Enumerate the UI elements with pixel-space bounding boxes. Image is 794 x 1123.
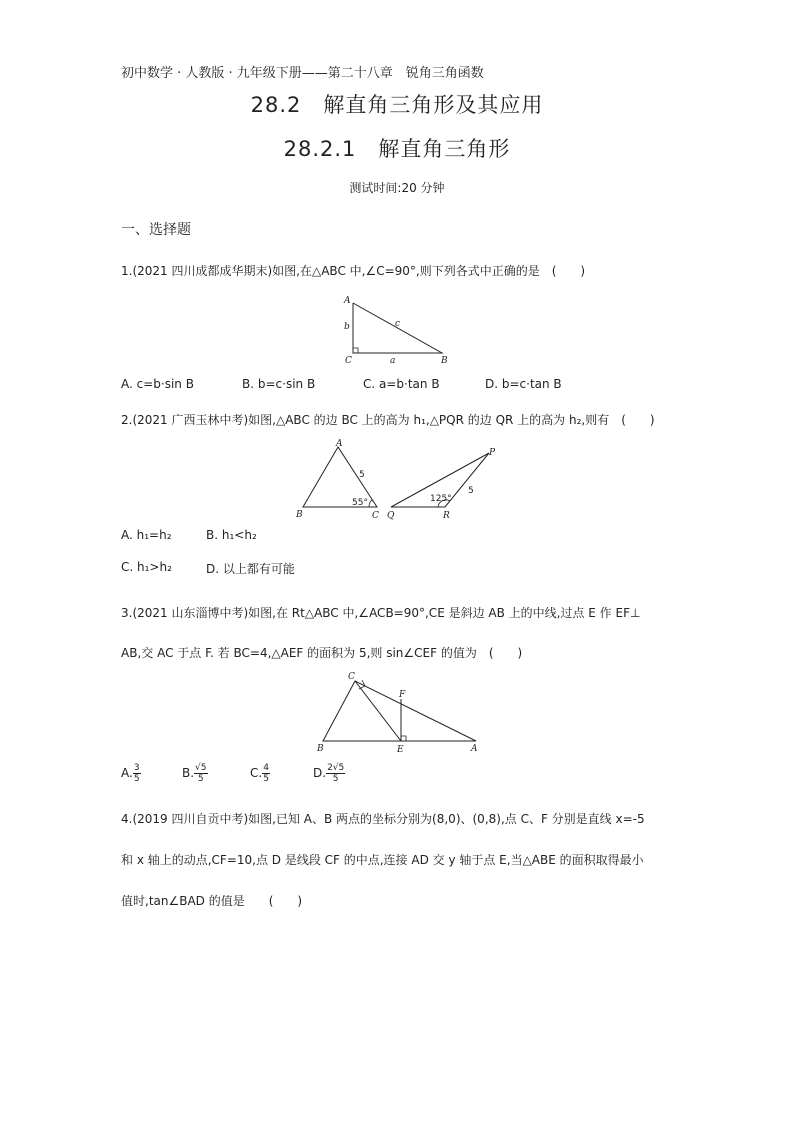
fig1-label-C: C (345, 356, 352, 366)
fig2-label-Q: Q (387, 511, 395, 521)
fig2-label-angle: 55° (352, 498, 368, 508)
fig1-label-c: c (395, 319, 401, 329)
fig2-label-side2: 5 (468, 486, 474, 496)
question-4-text-line-3: 值时,tan∠BAD 的值是 ( ) (121, 894, 303, 908)
fig1-label-A: A (344, 296, 351, 306)
fig1-label-a: a (390, 356, 396, 366)
fig1-label-B: B (441, 356, 448, 366)
question-1-option-d[interactable]: D. b=c·tan B (485, 377, 562, 391)
fig2-label-R: R (443, 511, 450, 521)
fig2-label-B: B (296, 510, 303, 520)
fig2-label-P: P (489, 448, 496, 458)
fig3-label-E: E (397, 745, 404, 754)
test-time: 测试时间:20 分钟 (349, 181, 445, 195)
question-3-option-a[interactable]: A. $\frac{3}{5}$ (121, 763, 140, 784)
question-3-figure (313, 668, 488, 754)
question-2-option-a[interactable]: A. h₁=h₂ (121, 528, 172, 542)
page-header: 初中数学 · 人教版 · 九年级下册——第二十八章 锐角三角函数 (121, 66, 484, 81)
question-1-option-c[interactable]: C. a=b·tan B (363, 377, 440, 391)
fig2-label-angle2: 125° (430, 494, 452, 504)
fig1-label-b: b (344, 322, 350, 332)
question-2-text: 2.(2021 广西玉林中考)如图,△ABC 的边 BC 上的高为 h₁,△PQR 的边 QR 上的高为 h₂,则有 ( ) (121, 413, 655, 427)
question-4-text-line-2: 和 x 轴上的动点,CF=10,点 D 是线段 CF 的中点,连接 AD 交 y 轴于点 E,当△ABE 的面积取得最小 (121, 853, 644, 867)
question-2-option-d[interactable]: D. 以上都有可能 (206, 562, 295, 576)
question-3-option-b[interactable]: B. $\frac{√5}{5}$ (182, 763, 207, 784)
fig2-label-A: A (336, 439, 343, 449)
question-1-option-a[interactable]: A. c=b·sin B (121, 377, 194, 391)
question-4-text-line-1: 4.(2019 四川自贡中考)如图,已知 A、B 两点的坐标分别为(8,0)、(0,8),点 C、F 分别是直线 x=-5 (121, 812, 645, 826)
section-title: 28.2 解直角三角形及其应用 (250, 93, 544, 117)
question-1-figure (340, 293, 455, 368)
question-1-text: 1.(2021 四川成都成华期末)如图,在△ABC 中,∠C=90°,则下列各式中正确的是 ( ) (121, 264, 586, 278)
question-1-option-b[interactable]: B. b=c·sin B (242, 377, 316, 391)
subsection-title: 28.2.1 解直角三角形 (283, 137, 511, 161)
section-heading: 一、选择题 (121, 222, 191, 238)
question-3-text-line-1: 3.(2021 山东淄博中考)如图,在 Rt△ABC 中,∠ACB=90°,CE 是斜边 AB 上的中线,过点 E 作 EF⊥ (121, 606, 641, 620)
fig3-label-F: F (399, 690, 406, 700)
question-2-option-b[interactable]: B. h₁<h₂ (206, 528, 257, 542)
fig3-label-A: A (471, 744, 478, 754)
fig3-label-C: C (348, 672, 355, 682)
question-3-option-c[interactable]: C. $\frac{4}{5}$ (250, 763, 269, 784)
question-3-option-d[interactable]: D. $\frac{2√5}{5}$ (313, 763, 345, 784)
fig2-label-C: C (372, 511, 379, 521)
question-2-option-c[interactable]: C. h₁>h₂ (121, 560, 172, 574)
fig3-label-B: B (317, 744, 324, 754)
question-3-text-line-2: AB,交 AC 于点 F. 若 BC=4,△AEF 的面积为 5,则 sin∠CEF 的值为 ( ) (121, 646, 523, 660)
question-2-figure (293, 435, 503, 522)
fig2-label-side: 5 (359, 470, 365, 480)
